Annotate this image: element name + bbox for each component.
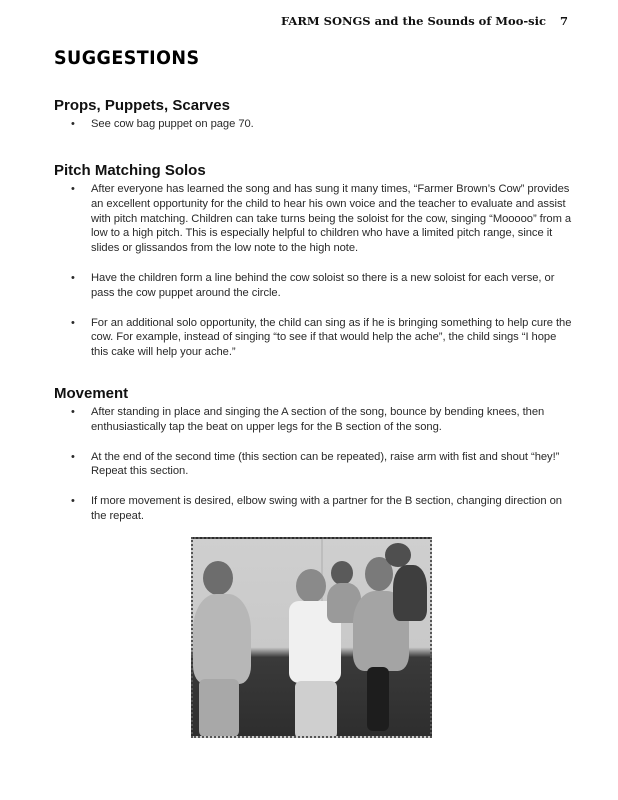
bullet-icon: • [71, 316, 75, 329]
list-item: • For an additional solo opportunity, the child can sing as if he is bringing something to help cure the cow. For example, instead of singing “to see if that would help the ache”, the child sings “I hope this cake will help your ache.” [71, 316, 572, 359]
book-title: FARM SONGS and the Sounds of Moo-sic [280, 14, 546, 28]
bullet-icon: • [71, 118, 75, 130]
section-props-puppets-scarves [54, 97, 574, 132]
section-heading: Movement [54, 385, 129, 402]
child-head [331, 561, 353, 585]
child-figure [393, 565, 427, 621]
bullet-icon: • [71, 495, 75, 508]
list-item: • See cow bag puppet on page 70. [71, 118, 254, 130]
child-legs [295, 681, 337, 738]
list-item: • After standing in place and singing the A section of the song, bounce by bending knees, then enthusiastically tap the beat on upper legs for the B section of the song. [71, 406, 545, 433]
child-figure [193, 594, 251, 684]
children-dancing-photo [191, 537, 432, 738]
list-item: • After everyone has learned the song and has sung it many times, “Farmer Brown’s Cow” provides an excellent opportunity for the child to hear his own voice and the teacher to evaluate and assist with pitch matching. Children can take turns being the soloist for the cow, singing “Mooooo” from a low to a high pitch. This is especially helpful to children who have a limited pitch range, since it slides or glissandos from the low note to the high note. [71, 183, 572, 255]
page-title: SUGGESTIONS [54, 47, 200, 69]
child-head [385, 543, 411, 567]
bullet-icon: • [71, 271, 75, 284]
section-heading: Pitch Matching Solos [54, 162, 206, 179]
child-legs [199, 679, 239, 737]
bullet-list [54, 405, 574, 524]
page-number: 7 [559, 14, 568, 28]
bullet-icon: • [71, 183, 75, 195]
section-pitch-matching-solos [54, 162, 574, 360]
bullet-icon: • [71, 450, 75, 463]
section-heading: Props, Puppets, Scarves [54, 97, 230, 114]
section-movement [54, 385, 574, 524]
bullet-list [54, 117, 574, 132]
bullet-icon: • [71, 406, 75, 418]
running-header [281, 14, 568, 28]
list-item: • At the end of the second time (this section can be repeated), raise arm with fist and shout “hey!” Repeat this section. [71, 450, 560, 478]
bullet-list [54, 182, 574, 360]
child-head [296, 569, 326, 603]
child-head [203, 561, 233, 595]
list-item: • Have the children form a line behind the cow soloist so there is a new soloist for each verse, or pass the cow puppet around the circle. [71, 271, 555, 299]
list-item: • If more movement is desired, elbow swing with a partner for the B section, changing direction on the repeat. [71, 495, 562, 522]
child-legs [367, 667, 389, 731]
